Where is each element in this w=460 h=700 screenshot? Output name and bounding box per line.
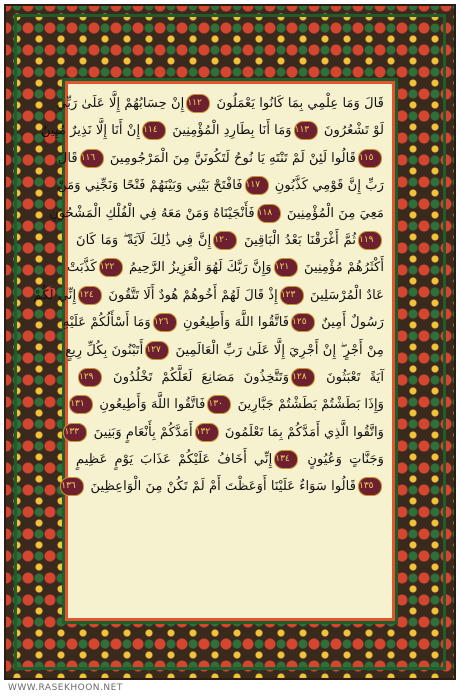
- verse-text: آيَةً تَعْبَثُونَ: [326, 369, 384, 385]
- verse-text: مَعِيَ مِنَ الْمُؤْمِنِينَ: [286, 205, 384, 221]
- verse-text: إِنَّ فِي ذَٰلِكَ لَآيَةً ۖ وَمَا كَانَ: [76, 232, 212, 248]
- ayah-number-marker: ١٢٠: [213, 231, 237, 250]
- verse-text: رَبِّ إِنَّ قَوْمِي كَذَّبُونِ: [274, 178, 384, 194]
- verse-text: إِنِّي أَخَافُ عَلَيْكُمْ عَذَابَ يَوْمٍ عَظِيمٍ: [76, 452, 273, 468]
- verse-text: إِنْ أَنَا إِلَّا نَذِيرٌ مُبِينٌ: [40, 123, 141, 139]
- verse-text: فَافْتَحْ بَيْنِي وَبَيْنَهُمْ فَتْحًا وَنَجِّنِي وَمَنْ: [57, 178, 243, 194]
- ayah-number-marker: ١١٦: [80, 149, 104, 168]
- ayah-number-marker: ١٣٤: [274, 450, 298, 469]
- verse-text: وَمَا أَنَا بِطَارِدِ الْمُؤْمِنِينَ: [172, 123, 292, 139]
- ayah-number-marker: ١٢٧: [145, 341, 169, 360]
- verse-text: وَمَا أَسْأَلُكُمْ عَلَيْهِ: [62, 315, 151, 331]
- verse-text: إِذْ قَالَ لَهُمْ أَخُوهُمْ هُودٌ أَلَا تَتَّقُونَ: [108, 287, 278, 303]
- verse-line: [76, 227, 384, 254]
- verse-text: أَمَدَّكُمْ بِأَنْعَامٍ وَبَنِينَ: [93, 424, 193, 440]
- verse-text: قَالُوا سَوَاءٌ عَلَيْنَا أَوَعَظْتَ أَمْ لَمْ تَكُنْ مِنَ الْوَاعِظِينَ: [90, 479, 356, 495]
- verse-text: رَسُولٌ أَمِينٌ: [321, 315, 384, 331]
- verse-text: عَادٌ الْمُرْسَلِينَ: [310, 287, 384, 303]
- verse-line: [76, 364, 384, 391]
- verse-line: [57, 145, 384, 172]
- ayah-number-marker: ١١٣: [294, 121, 318, 140]
- ayah-number-marker: ١٣١: [69, 395, 93, 414]
- verse-line: [33, 282, 384, 309]
- ayah-number-marker: ١٣٦: [60, 477, 84, 496]
- verse-text: وَجَنَّاتٍ وَعُيُونٍ: [307, 452, 384, 468]
- ayah-number-marker: ١٢٤: [78, 286, 102, 305]
- verse-line: [62, 309, 384, 336]
- verse-line: [70, 391, 384, 418]
- verse-text: كَذَّبَتْ: [67, 260, 97, 276]
- verse-line: [40, 117, 384, 144]
- ayah-number-marker: ١١٥: [358, 149, 382, 168]
- verse-text: أَتَبْنُونَ بِكُلِّ رِيعٍ: [65, 342, 144, 358]
- verse-line: [67, 254, 384, 281]
- verse-text: فَاتَّقُوا اللَّهَ وَأَطِيعُونِ: [183, 315, 290, 331]
- ayah-number-marker: ١١٢: [186, 94, 210, 113]
- ayah-number-marker: ١٢٩: [78, 368, 102, 387]
- verse-line: [49, 200, 384, 227]
- verse-text: مِنْ أَجْرٍ ۖ إِنْ أَجْرِيَ إِلَّا عَلَىٰ رَبِّ الْعَالَمِينَ: [175, 342, 384, 358]
- verse-text: قَالَ وَمَا عِلْمِي بِمَا كَانُوا يَعْمَلُونَ: [216, 96, 384, 111]
- verse-text: فَاتَّقُوا اللَّهَ وَأَطِيعُونِ: [99, 397, 206, 413]
- verse-text-panel: [33, 84, 392, 618]
- ayah-number-marker: ١٣٣: [63, 423, 87, 442]
- ayah-number-marker: ١٢٥: [291, 313, 315, 332]
- verse-line: [64, 419, 384, 446]
- ayah-number-marker: ١٢١: [274, 258, 298, 277]
- ayah-number-marker: ١٣٠: [207, 395, 231, 414]
- verse-text: وَتَتَّخِذُونَ مَصَانِعَ لَعَلَّكُمْ تَخْلُدُونَ: [113, 369, 290, 385]
- verse-line: [61, 473, 384, 500]
- ayah-number-marker: ١١٤: [142, 121, 166, 140]
- verse-text: وَإِذَا بَطَشْتُمْ بَطَشْتُمْ جَبَّارِينَ: [237, 397, 384, 413]
- verse-text: قَالَ: [57, 150, 78, 166]
- verse-text: لَوْ تَشْعُرُونَ: [323, 123, 384, 139]
- verse-text: إِنْ حِسَابُهُمْ إِلَّا عَلَىٰ رَبِّي: [56, 96, 185, 111]
- verse-line: [76, 446, 384, 473]
- ayah-number-marker: ١١٧: [245, 176, 269, 195]
- verse-text: قَالُوا لَئِنْ لَمْ تَنْتَهِ يَا نُوحُ لَتَكُونَنَّ مِنَ الْمَرْجُومِينَ: [109, 150, 356, 166]
- ayah-number-marker: ١٢٣: [280, 286, 304, 305]
- verse-text: وَإِنَّ رَبَّكَ لَهُوَ الْعَزِيزُ الرَّحِيمُ: [129, 260, 272, 276]
- ayah-number-marker: ١٣٢: [195, 423, 219, 442]
- ayah-number-marker: ١٢٢: [99, 258, 123, 277]
- verse-line: [65, 337, 384, 364]
- verse-text: فَأَنْجَيْنَاهُ وَمَنْ مَعَهُ فِي الْفُلْكِ الْمَشْحُونِ: [49, 205, 255, 221]
- ayah-number-marker: ١٣٥: [358, 477, 382, 496]
- verse-text: وَاتَّقُوا الَّذِي أَمَدَّكُمْ بِمَا تَعْلَمُونَ: [224, 424, 384, 440]
- verse-text: أَكْثَرُهُمْ مُؤْمِنِينَ: [303, 260, 384, 276]
- verse-text: إِنِّي لَكُمْ: [33, 287, 77, 303]
- verse-line: [56, 90, 384, 117]
- ayah-number-marker: ١٢٨: [291, 368, 315, 387]
- verse-text: ثُمَّ أَغْرَقْنَا بَعْدُ الْبَاقِينَ: [244, 232, 356, 248]
- ayah-number-marker: ١١٨: [257, 204, 281, 223]
- verse-line: [57, 172, 384, 199]
- site-watermark: WWW.RASEKHOON.NET: [8, 683, 123, 693]
- ayah-number-marker: ١١٩: [358, 231, 382, 250]
- ayah-number-marker: ١٢٦: [153, 313, 177, 332]
